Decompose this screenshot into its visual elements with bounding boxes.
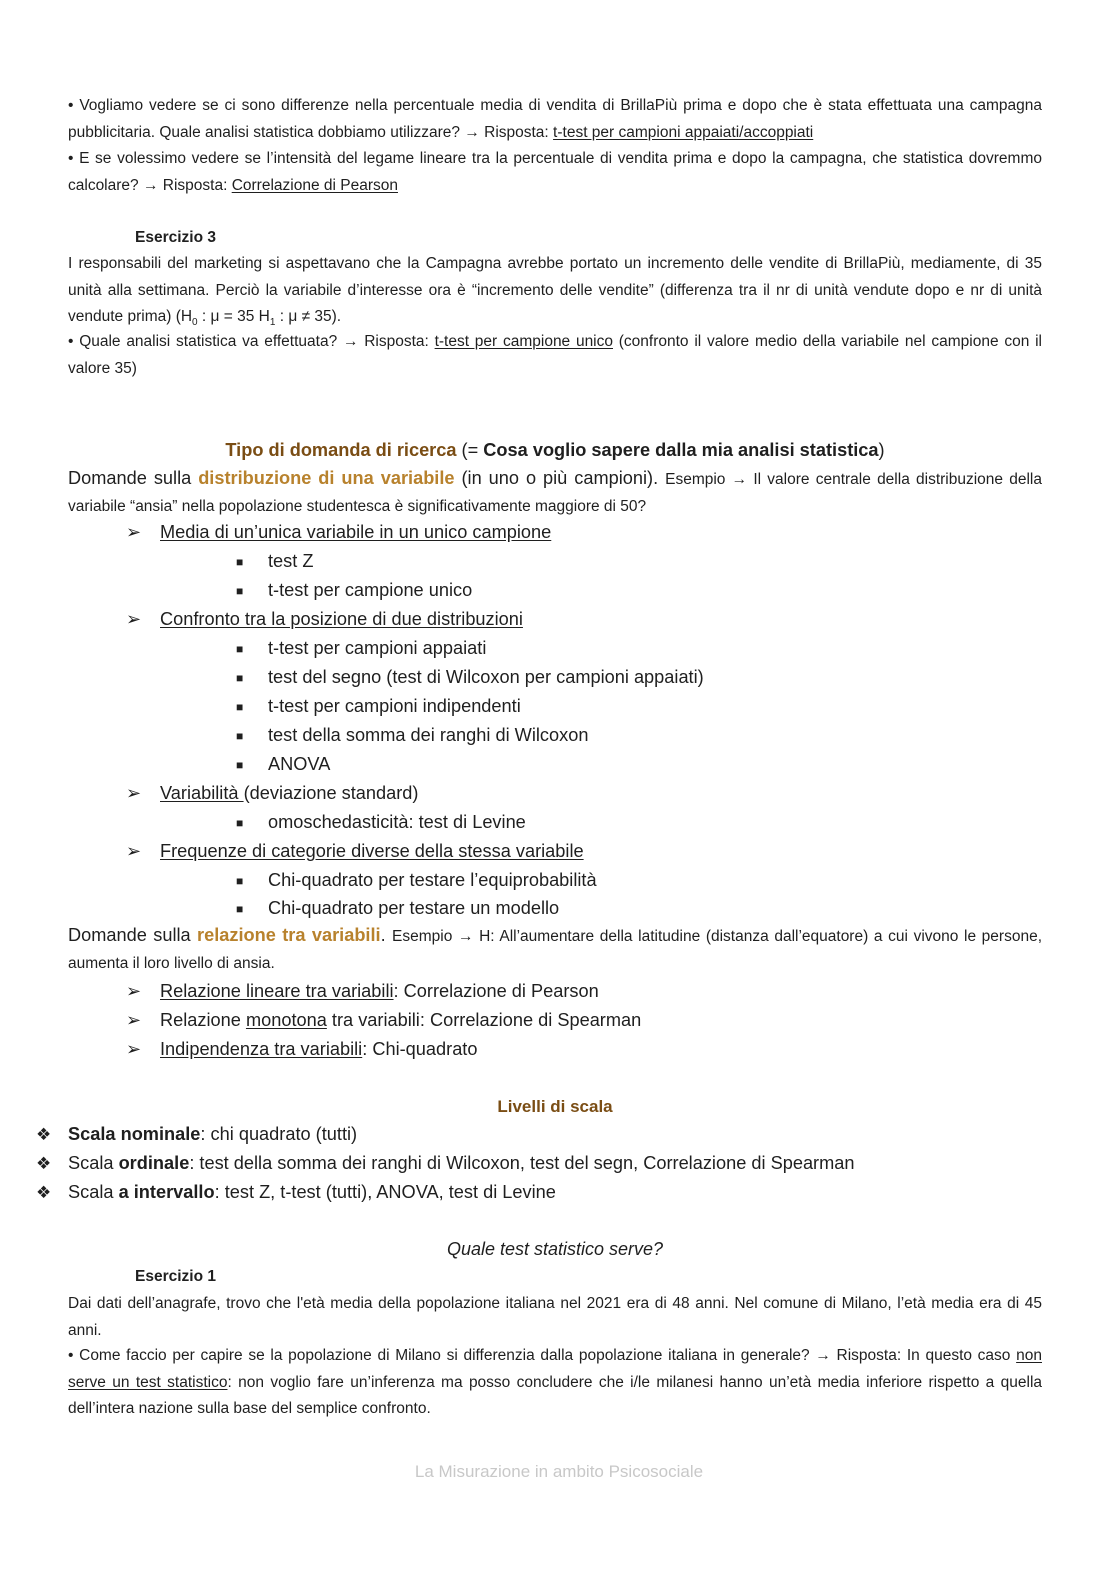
- question-text: • Vogliamo vedere se ci sono differenze nella percentuale media di vendita di BrillaPiù prima e dopo che è stata effettuata una campagna pubblicitaria. Quale analisi statistica dobbiamo utilizzare? → Risposta:: [68, 97, 1042, 141]
- arrow-bullet-icon: ➢: [126, 522, 142, 542]
- answer-text: t-test per campioni appaiati/accoppiati: [553, 123, 814, 141]
- scale-name: Scala nominale: [68, 1124, 201, 1144]
- list-item-text: test del segno (test di Wilcoxon per campioni appaiati): [268, 667, 704, 687]
- square-bullet-icon: ■: [236, 642, 244, 656]
- page-footer: La Misurazione in ambito Psicosociale: [414, 1462, 704, 1481]
- square-bullet-icon: ■: [236, 700, 244, 714]
- diamond-bullet-icon: ❖: [36, 1125, 52, 1144]
- diamond-bullet-icon: ❖: [36, 1154, 52, 1173]
- answer-text: non serve un test statistico: [68, 1347, 1042, 1391]
- rel-pre: Domande sulla: [68, 925, 198, 945]
- list-item: [36, 1178, 556, 1207]
- esercizio-1-text: Dai dati dell’anagrafe, trovo che l'età media della popolazione italiana nel 2021 era di 48 anni. Nel comune di Milano, l’età media era di 45 anni.: [68, 1295, 1042, 1339]
- group-label: Variabilità: [160, 783, 244, 803]
- square-bullet-icon: ■: [236, 758, 244, 772]
- esercizio-3-body-mid: : μ = 35 H: [197, 308, 270, 325]
- group-label: Media di un’unica variabile in un unico campione: [160, 522, 552, 542]
- esercizio-3-body: I responsabili del marketing si aspettavano che la Campagna avrebbe portato un incremento delle vendite di BrillaPiù, mediamente, di 35 unità alla settimana. Perciò la variabile d’interesse ora è “incremento delle vendite” (differenza tra il nr di unità vendute dopo e nr di unità vendute prima) (H: [68, 255, 1042, 325]
- rel-item-post: tra variabili: Correlazione di Spearman: [326, 1010, 642, 1030]
- list-item-text: t-test per campioni indipendenti: [268, 696, 521, 716]
- h1-subscript: 1: [269, 317, 276, 329]
- group-label: Confronto tra la posizione di due distribuzioni: [160, 609, 523, 629]
- answer-text: t-test per campione unico: [434, 333, 613, 350]
- question-pearson: [68, 146, 1042, 199]
- rel-item-post: : Correlazione di Pearson: [393, 981, 599, 1001]
- list-item-text: Chi-quadrato per testare l’equiprobabilità: [268, 870, 597, 890]
- esercizio-3-body-end: : μ ≠ 35).: [275, 308, 342, 325]
- rel-item-pre: Relazione: [160, 1010, 246, 1030]
- square-bullet-icon: ■: [236, 902, 244, 916]
- rel-example: Esempio → H: All’aumentare della latitudine (distanza dall’equatore) a cui vivono le persone, aumenta il loro livello di ansia.: [68, 928, 1043, 972]
- list-item-text: test Z: [268, 551, 314, 571]
- esercizio-3-heading: Esercizio 3: [135, 229, 216, 246]
- scale-tests: : chi quadrato (tutti): [200, 1124, 358, 1144]
- esercizio-1-heading: Esercizio 1: [135, 1268, 216, 1285]
- rel-item-post: : Chi-quadrato: [362, 1039, 478, 1059]
- answer-text: Correlazione di Pearson: [231, 176, 398, 194]
- arrow-bullet-icon: ➢: [126, 1010, 142, 1030]
- square-bullet-icon: ■: [236, 874, 244, 888]
- esercizio-3-text: [68, 251, 1042, 337]
- question-text-end: (confronto il valore medio della variabile nel campione con il valore 35): [68, 333, 1042, 377]
- question-text: • Come faccio per capire se la popolazione di Milano si differenzia dalla popolazione italiana in generale? → Risposta: In questo caso: [68, 1347, 1017, 1364]
- esercizio-3-question: [68, 329, 1042, 382]
- square-bullet-icon: ■: [236, 816, 244, 830]
- scale-tests: : test Z, t-test (tutti), ANOVA, test di Levine: [214, 1182, 556, 1202]
- scale-pre: Scala: [68, 1182, 119, 1202]
- rel-post: .: [380, 925, 393, 945]
- arrow-bullet-icon: ➢: [126, 783, 142, 803]
- dist-highlight: distribuzione di una variabile: [198, 468, 455, 488]
- list-item: [36, 1120, 358, 1149]
- rel-highlight: relazione tra variabili: [197, 925, 381, 945]
- title-bold: Cosa voglio sapere dalla mia analisi statistica: [483, 440, 879, 460]
- arrow-bullet-icon: ➢: [126, 609, 142, 629]
- question-paired-test: [68, 93, 1042, 146]
- square-bullet-icon: ■: [236, 729, 244, 743]
- rel-item-underlined: monotona: [245, 1010, 327, 1030]
- arrow-bullet-icon: ➢: [126, 841, 142, 861]
- esercizio-1-question: [68, 1343, 1042, 1423]
- group-label-rest: (deviazione standard): [243, 783, 419, 803]
- dist-post: (in uno o più campioni).: [454, 468, 666, 488]
- scale-name: a intervallo: [118, 1182, 215, 1202]
- question-text-end: : non voglio fare un’inferenza ma posso concludere che i/le milanesi hanno un’età media inferiore rispetto a quella dell’intera nazione sulla base del semplice confronto.: [68, 1373, 1043, 1417]
- list-item-text: t-test per campioni appaiati: [268, 638, 487, 658]
- section-title-livelli: Livelli di scala: [497, 1097, 613, 1116]
- arrow-bullet-icon: ➢: [126, 981, 142, 1001]
- question-text: • Quale analisi statistica va effettuata? → Risposta:: [68, 333, 435, 350]
- relazione-paragraph: [68, 922, 1042, 977]
- scale-tests: : test della somma dei ranghi di Wilcoxon, test del segn, Correlazione di Spearman: [189, 1153, 855, 1173]
- list-item-text: Chi-quadrato per testare un modello: [268, 898, 560, 918]
- list-item-text: ANOVA: [268, 754, 331, 774]
- group-label: Frequenze di categorie diverse della stessa variabile: [160, 841, 584, 861]
- rel-item-underlined: Indipendenza tra variabili: [160, 1039, 363, 1059]
- scale-pre: Scala: [68, 1153, 119, 1173]
- rel-item-underlined: Relazione lineare tra variabili: [160, 981, 394, 1001]
- arrow-bullet-icon: ➢: [126, 1039, 142, 1059]
- title-highlight: Tipo di domanda di ricerca: [225, 440, 457, 460]
- square-bullet-icon: ■: [236, 555, 244, 569]
- diamond-bullet-icon: ❖: [36, 1183, 52, 1202]
- list-item: [36, 1149, 855, 1178]
- list-item-text: omoschedasticità: test di Levine: [268, 812, 526, 832]
- h0-subscript: 0: [192, 317, 198, 329]
- square-bullet-icon: ■: [236, 584, 244, 598]
- dist-example: Esempio → Il valore centrale della distribuzione della variabile “ansia” nella popolazione studentesca è significativamente maggiore di 50?: [68, 471, 1042, 515]
- list-item-text: test della somma dei ranghi di Wilcoxon: [268, 725, 589, 745]
- title-paren-close: ): [878, 440, 885, 460]
- section-title-quale-test: Quale test statistico serve?: [446, 1239, 664, 1259]
- section-title-tipo-domanda: [68, 436, 1042, 465]
- scale-name: ordinale: [118, 1153, 190, 1173]
- distribuzione-paragraph: [68, 465, 1042, 520]
- question-text: • E se volessimo vedere se l’intensità del legame lineare tra la percentuale di vendita prima e dopo la campagna, che statistica dovremmo calcolare? → Risposta:: [68, 150, 1042, 194]
- square-bullet-icon: ■: [236, 671, 244, 685]
- title-paren-open: (=: [456, 440, 484, 460]
- dist-pre: Domande sulla: [68, 468, 199, 488]
- list-item-text: t-test per campione unico: [268, 580, 473, 600]
